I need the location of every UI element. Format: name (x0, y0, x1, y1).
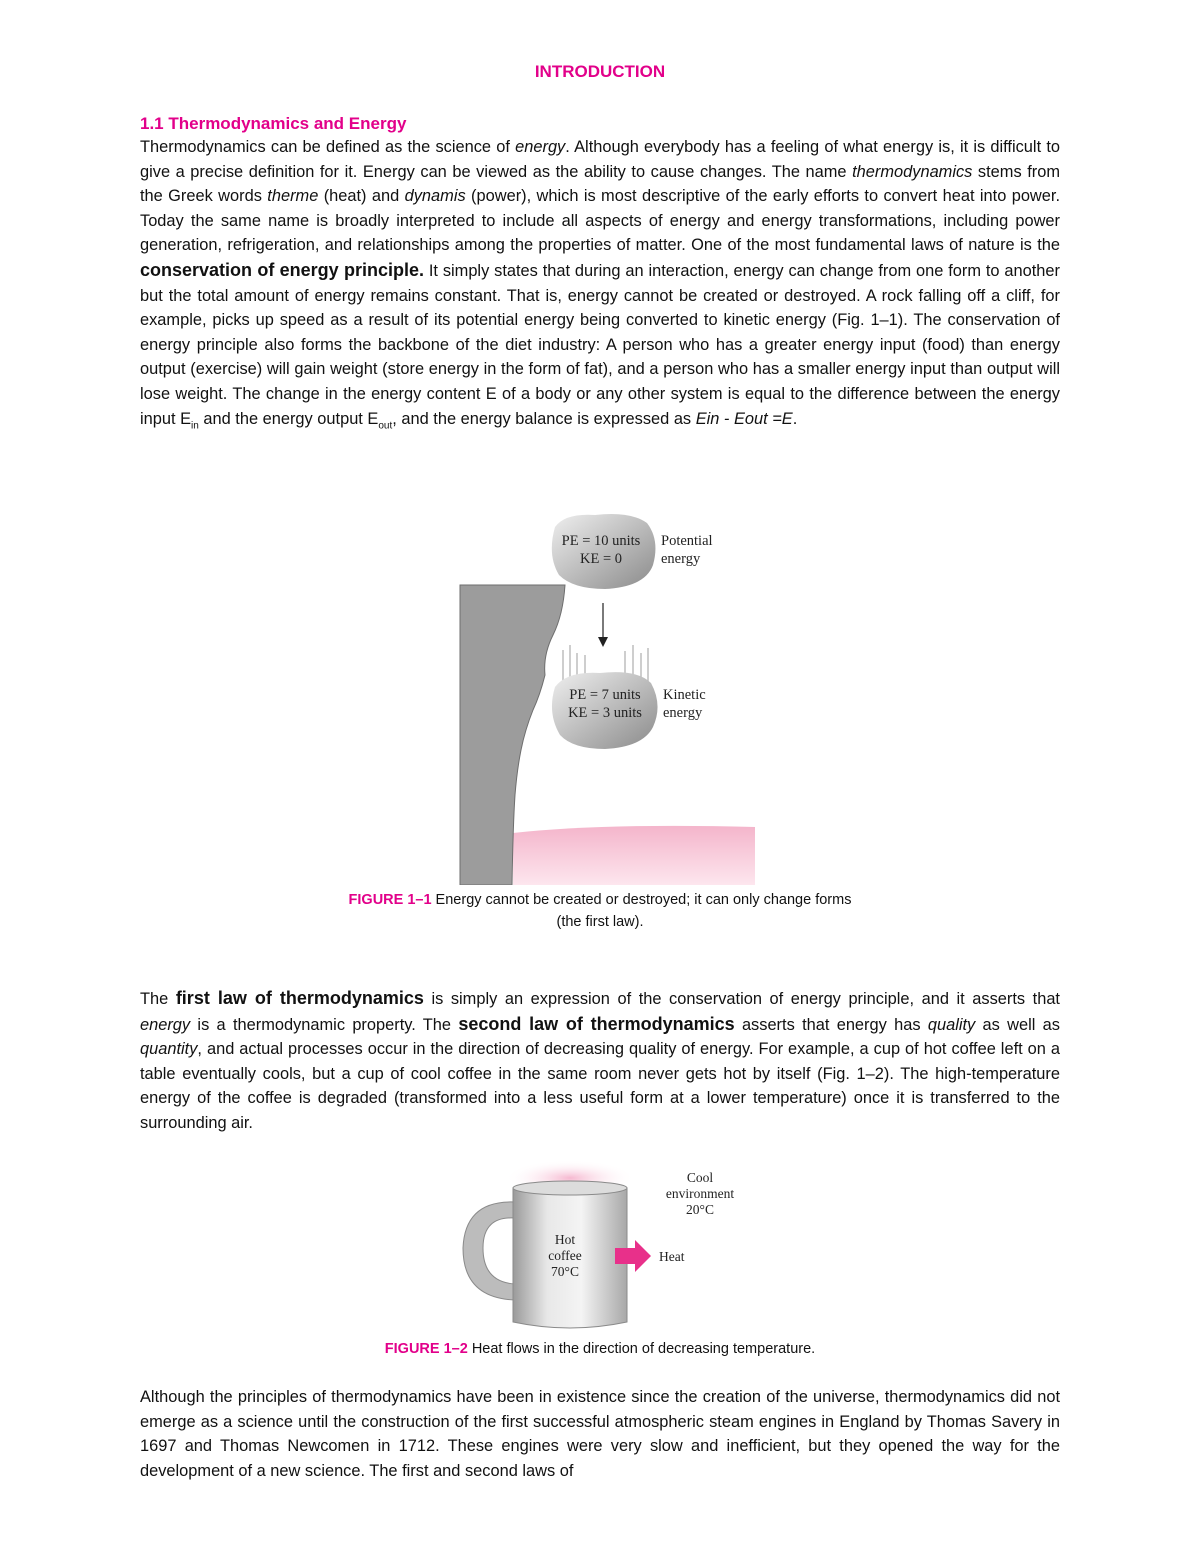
kinetic-label-2: energy (663, 705, 703, 721)
document-page (140, 62, 1060, 431)
paragraph-3-wrap (140, 1385, 1060, 1483)
chapter-title: INTRODUCTION (534, 62, 666, 81)
environment-label-2: environment (665, 1186, 735, 1201)
potential-label-2: energy (661, 551, 701, 567)
bottom-rock-pe: PE = 7 units (569, 687, 641, 703)
figure-1-1-caption-line2: (the first law). (556, 914, 644, 930)
conservation-principle-term: conservation of energy principle. (140, 259, 424, 280)
figure-1-1-label: FIGURE 1–1 (348, 892, 432, 908)
kinetic-label-1: Kinetic (663, 687, 706, 703)
cup-rim (513, 1181, 627, 1195)
cup-label-3: 70°C (551, 1264, 579, 1279)
top-rock-ke: KE = 0 (579, 551, 623, 567)
figure-1-1-falling-rock (455, 505, 755, 885)
figure-1-2-label: FIGURE 1–2 (384, 1341, 468, 1357)
environment-label-3: 20°C (686, 1202, 714, 1217)
top-rock-pe: PE = 10 units (561, 533, 641, 549)
energy-balance-equation: Ein - Eout =E (695, 409, 793, 428)
figure-1-2-coffee-cup (455, 1160, 755, 1335)
section-title: 1.1 Thermodynamics and Energy (140, 114, 407, 133)
water-surface (513, 826, 755, 885)
paragraph-2-wrap (140, 986, 1060, 1136)
paragraph-2: The first law of thermodynamics is simply an expression of the conservation of energy principle, and it asserts that energy is a thermodynamic property. The second law of thermodynamics asserts that energy has quality as well as quantity, and actual processes occur in the direction of decreasing quality of energy. For example, a cup of hot coffee left on a table eventually cools, but a cup of cool coffee in the same room never gets hot by itself (Fig. 1–2). The high-temperature energy of the coffee is degraded (transformed into a less useful form at a lower temperature) once it is transferred to the surrounding air. (140, 988, 1060, 1132)
figure-1-2-caption: FIGURE 1–2 Heat flows in the direction of decreasing temperature. (384, 1341, 816, 1357)
cup-label-1: Hot (554, 1232, 576, 1247)
heat-label: Heat (659, 1249, 685, 1264)
first-law-term: first law of thermodynamics (175, 988, 424, 1008)
second-law-term: second law of thermodynamics (458, 1013, 735, 1034)
cup-handle (463, 1202, 515, 1300)
figure-1-1-caption: FIGURE 1–1 Energy cannot be created or destroyed; it can only change forms (the first law). (348, 892, 852, 930)
paragraph-1: Thermodynamics can be defined as the science of energy. Although everybody has a feeling of what energy is, it is difficult to give a precise definition for it. Energy can be viewed as the ability to cause changes. The name thermodynamics stems from the Greek words therme (heat) and dynamis (power), which is most descriptive of the early efforts to convert heat into power. Today the same name is broadly interpreted to include all aspects of energy and energy transformations, including power generation, refrigeration, and relationships among the properties of matter. One of the most fundamental laws of nature is the conservation of energy principle. It simply states that during an interaction, energy can change from one form to another but the total amount of energy remains constant. That is, energy cannot be created or destroyed. A rock falling off a cliff, for example, picks up speed as a result of its potential energy being converted to kinetic energy (Fig. 1–1). The conservation of energy principle also forms the backbone of the diet industry: A person who has a greater energy input (food) than energy output (exercise) will gain weight (store energy in the form of fat), and a person who has a smaller energy input than output will lose weight. The change in the energy content E of a body or any other system is equal to the difference between the energy input $E_{in}$ and the energy output $E_{out}$, and the energy balance is expressed as Ein - Eout =E. (140, 138, 1060, 431)
paragraph-3: Although the principles of thermodynamics have been in existence since the creation of the universe, thermodynamics did not emerge as a science until the construction of the first successful atmospheric steam engines in England by Thomas Savery in 1697 and Thomas Newcomen in 1712. These engines were very slow and inefficient, but they opened the way for the development of a new science. The first and second laws of (140, 1388, 1060, 1480)
environment-label-1: Cool (686, 1170, 714, 1185)
potential-label-1: Potential (661, 533, 713, 549)
cup-label-2: coffee (548, 1248, 582, 1263)
bottom-rock-ke: KE = 3 units (568, 705, 642, 721)
